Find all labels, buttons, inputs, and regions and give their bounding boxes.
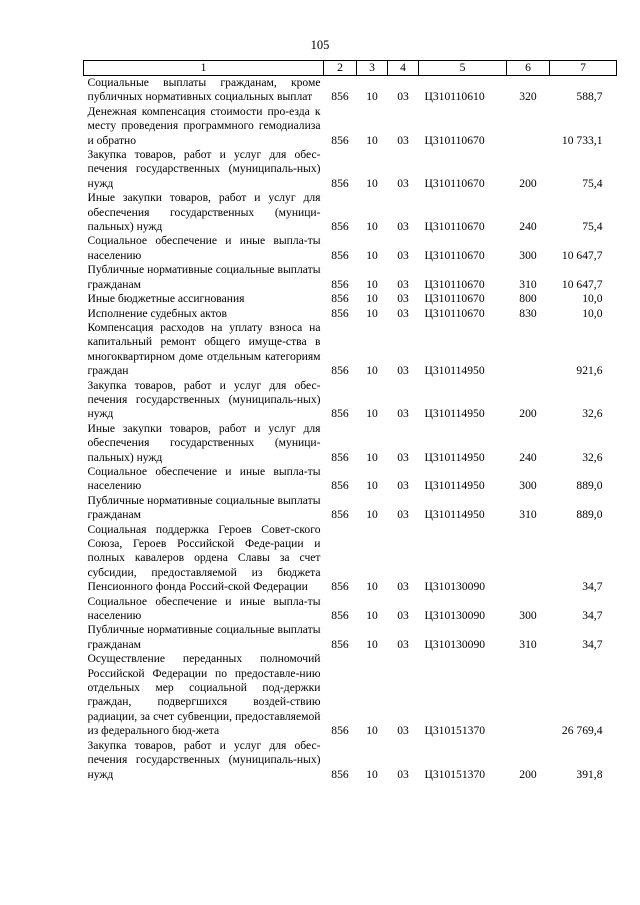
row-subsection: 03 — [397, 220, 409, 234]
row-amount: 10 647,7 — [561, 248, 603, 262]
table-row — [84, 465, 617, 494]
row-description: Социальная поддержка Героев Совет-ского Союза, Героев Российской Феде-рации и полных кавалеров ордена Славы за счет субсидии, предоставляемой из бюджета Пенсионного фонда Россий-ской Федерации — [87, 522, 321, 594]
row-description: Публичные нормативные социальные выплаты гражданам — [87, 623, 321, 651]
row-subsection: 03 — [397, 407, 409, 421]
row-admin-code: 856 — [331, 637, 349, 651]
row-expense-type: 310 — [519, 277, 537, 291]
row-target-article: Ц310110670 — [424, 248, 485, 262]
row-subsection: 03 — [397, 248, 409, 262]
row-admin-code: 856 — [331, 508, 349, 522]
row-subsection: 03 — [397, 306, 409, 320]
table-row — [84, 321, 617, 379]
row-subsection: 03 — [397, 580, 409, 594]
table-row — [84, 76, 617, 105]
row-admin-code: 856 — [331, 220, 349, 234]
row-expense-type: 200 — [519, 176, 537, 190]
row-subsection: 03 — [397, 450, 409, 464]
row-subsection: 03 — [397, 90, 409, 104]
row-expense-type: 830 — [519, 306, 537, 320]
row-description: Закупка товаров, работ и услуг для обес-печения государственных (муниципаль-ных) нужд — [87, 738, 321, 781]
row-section: 10 — [366, 637, 378, 651]
row-expense-type: 240 — [519, 450, 537, 464]
row-section: 10 — [366, 479, 378, 493]
table-row — [84, 523, 617, 595]
row-section: 10 — [366, 220, 378, 234]
page-number: 105 — [310, 38, 330, 52]
table-row — [84, 494, 617, 523]
row-amount: 889,0 — [576, 479, 603, 493]
row-expense-type — [507, 523, 550, 595]
row-subsection: 03 — [397, 133, 409, 147]
table-row — [84, 422, 617, 465]
row-amount: 921,6 — [576, 364, 603, 378]
row-expense-type: 200 — [519, 407, 537, 421]
row-target-article: Ц310110670 — [424, 133, 485, 147]
row-target-article: Ц310130090 — [424, 580, 486, 594]
row-section: 10 — [366, 724, 378, 738]
row-subsection: 03 — [397, 176, 409, 190]
row-description: Социальное обеспечение и иные выпла-ты населению — [87, 234, 321, 262]
row-description: Публичные нормативные социальные выплаты гражданам — [87, 493, 321, 522]
row-section: 10 — [366, 407, 378, 421]
row-section: 10 — [366, 133, 378, 147]
row-admin-code: 856 — [331, 176, 349, 190]
row-section: 10 — [366, 277, 378, 291]
table-header — [84, 61, 617, 76]
row-subsection: 03 — [397, 609, 409, 623]
row-section: 10 — [366, 364, 378, 378]
row-section: 10 — [366, 90, 378, 104]
row-description: Социальное обеспечение и иные выпла-ты населению — [87, 464, 321, 493]
row-section: 10 — [366, 580, 378, 594]
table-row — [84, 739, 617, 782]
row-amount: 75,4 — [582, 176, 603, 190]
row-target-article: Ц310114950 — [424, 508, 485, 522]
row-section: 10 — [366, 508, 378, 522]
row-admin-code: 856 — [331, 248, 349, 262]
row-expense-type: 300 — [519, 609, 537, 623]
row-admin-code: 856 — [331, 609, 349, 623]
row-description: Иные закупки товаров, работ и услуг для обеспечения государственных (муници-пальных) нужд — [87, 421, 321, 464]
row-amount: 75,4 — [582, 220, 603, 234]
table-row — [84, 595, 617, 624]
table-row — [84, 379, 617, 422]
table-row — [84, 263, 617, 292]
row-expense-type — [507, 652, 550, 738]
row-target-article: Ц310130090 — [424, 637, 486, 651]
column-header: 6 — [507, 61, 550, 76]
column-header: 4 — [388, 61, 419, 76]
row-target-article: Ц310114950 — [424, 407, 485, 421]
row-section: 10 — [366, 767, 378, 781]
row-target-article: Ц310130090 — [424, 609, 486, 623]
row-subsection: 03 — [397, 292, 409, 306]
row-description: Иные закупки товаров, работ и услуг для обеспечения государственных (муници-пальных) нужд — [87, 191, 321, 234]
table-row — [84, 652, 617, 738]
row-subsection: 03 — [397, 479, 409, 493]
row-description: Осуществление переданных полномочий Российской Федерации по предоставле-нию отдельных мер социальной под-держки граждан, подвергшихся воздей-ствию радиации, за счет субвенции, предоставляемой из федерального бюд-жета — [87, 652, 321, 738]
row-amount: 32,6 — [582, 407, 603, 421]
table-row — [84, 105, 617, 148]
row-target-article: Ц310110670 — [424, 220, 485, 234]
row-amount: 34,7 — [582, 580, 603, 594]
row-subsection: 03 — [397, 724, 409, 738]
row-admin-code: 856 — [331, 580, 349, 594]
row-amount: 10 733,1 — [561, 133, 603, 147]
row-amount: 32,6 — [582, 450, 603, 464]
row-description: Публичные нормативные социальные выплаты гражданам — [87, 263, 321, 291]
row-admin-code: 856 — [331, 479, 349, 493]
row-target-article: Ц310110670 — [424, 277, 485, 291]
row-description: Компенсация расходов на уплату взноса на капитальный ремонт общего имуще-ства в многоквартирном доме отдельным категориям граждан — [87, 320, 321, 378]
row-expense-type: 320 — [519, 90, 537, 104]
row-target-article: Ц310110610 — [424, 90, 485, 104]
header-row — [84, 61, 617, 76]
row-expense-type: 310 — [519, 637, 537, 651]
row-description: Закупка товаров, работ и услуг для обес-печения государственных (муниципаль-ных) нужд — [87, 378, 321, 421]
row-expense-type: 200 — [519, 767, 537, 781]
row-target-article: Ц310151370 — [424, 724, 486, 738]
row-expense-type — [507, 321, 550, 379]
column-header: 1 — [84, 61, 324, 76]
row-amount: 10,0 — [582, 306, 603, 320]
row-section: 10 — [366, 450, 378, 464]
row-section: 10 — [366, 176, 378, 190]
row-target-article: Ц310114950 — [424, 364, 485, 378]
row-admin-code: 856 — [331, 90, 349, 104]
row-amount: 26 769,4 — [561, 724, 603, 738]
table-row — [84, 292, 617, 306]
row-subsection: 03 — [397, 508, 409, 522]
table-body — [84, 76, 617, 782]
row-target-article: Ц310110670 — [424, 176, 485, 190]
table-row — [84, 234, 617, 263]
row-description: Закупка товаров, работ и услуг для обес-печения государственных (муниципаль-ных) нужд — [87, 148, 321, 190]
row-admin-code: 856 — [331, 306, 349, 320]
row-amount: 889,0 — [576, 508, 603, 522]
row-admin-code: 856 — [331, 292, 349, 306]
row-admin-code: 856 — [331, 364, 349, 378]
row-amount: 588,7 — [576, 90, 603, 104]
row-amount: 34,7 — [582, 609, 603, 623]
row-section: 10 — [366, 248, 378, 262]
row-admin-code: 856 — [331, 450, 349, 464]
row-target-article: Ц310110670 — [424, 306, 485, 320]
row-expense-type: 240 — [519, 220, 537, 234]
column-header: 3 — [357, 61, 388, 76]
row-target-article: Ц310114950 — [424, 479, 485, 493]
row-description: Иные бюджетные ассигнования — [87, 292, 245, 306]
column-header: 2 — [324, 61, 357, 76]
row-subsection: 03 — [397, 637, 409, 651]
row-admin-code: 856 — [331, 277, 349, 291]
row-admin-code: 856 — [331, 724, 349, 738]
row-description: Денежная компенсация стоимости про-езда к месту проведения программного гемодиализа и обратно — [87, 104, 321, 147]
row-admin-code: 856 — [331, 407, 349, 421]
row-expense-type: 310 — [519, 508, 537, 522]
row-subsection: 03 — [397, 277, 409, 291]
row-expense-type: 800 — [519, 292, 537, 306]
column-header: 7 — [550, 61, 617, 76]
row-expense-type — [507, 105, 550, 148]
column-header: 5 — [419, 61, 507, 76]
row-admin-code: 856 — [331, 133, 349, 147]
table-row — [84, 191, 617, 234]
row-section: 10 — [366, 609, 378, 623]
row-subsection: 03 — [397, 767, 409, 781]
row-description: Социальные выплаты гражданам, кроме публичных нормативных социальных выплат — [87, 76, 321, 104]
row-target-article: Ц310151370 — [424, 767, 486, 781]
row-description: Исполнение судебных актов — [87, 306, 227, 320]
row-amount: 34,7 — [582, 637, 603, 651]
row-amount: 10 647,7 — [561, 277, 603, 291]
table-row — [84, 148, 617, 191]
budget-table — [83, 60, 617, 782]
row-section: 10 — [366, 306, 378, 320]
row-amount: 10,0 — [582, 292, 603, 306]
row-description: Социальное обеспечение и иные выпла-ты населению — [87, 594, 321, 623]
row-admin-code: 856 — [331, 767, 349, 781]
row-amount: 391,8 — [576, 767, 603, 781]
row-section: 10 — [366, 292, 378, 306]
row-expense-type: 300 — [519, 479, 537, 493]
table-row — [84, 623, 617, 652]
row-subsection: 03 — [397, 364, 409, 378]
table-row — [84, 307, 617, 321]
row-expense-type: 300 — [519, 248, 537, 262]
row-target-article: Ц310110670 — [424, 292, 485, 306]
row-target-article: Ц310114950 — [424, 450, 485, 464]
